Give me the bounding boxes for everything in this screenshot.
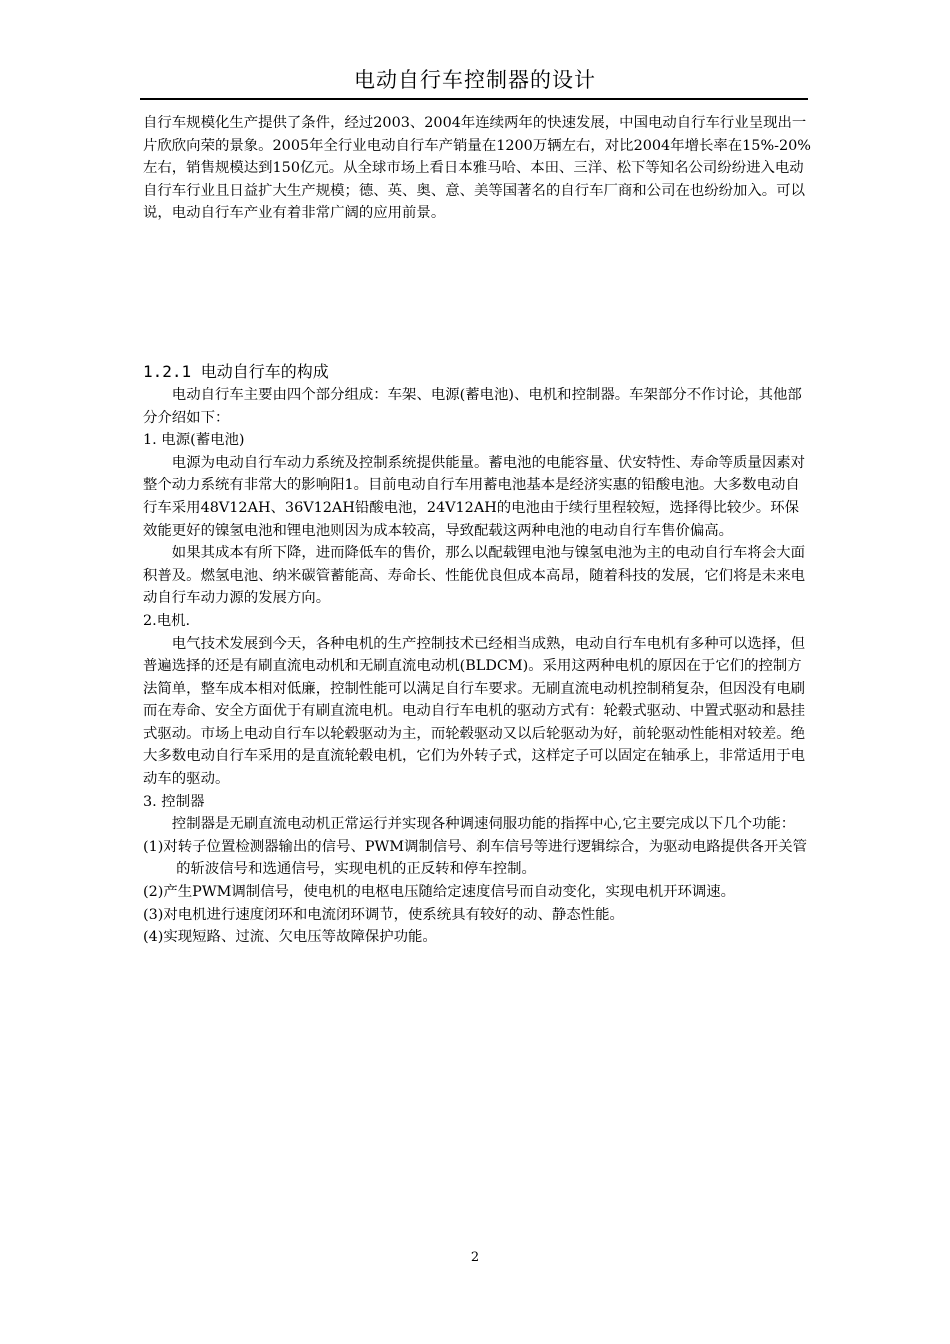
controller-heading: 3. 控制器: [143, 793, 205, 810]
section-intro-paragraph: 电动自行车主要由四个部分组成：车架、电源(蓄电池)、电机和控制器。车架部分不作讨论，其他部分介绍如下：: [143, 386, 802, 426]
page-body: [143, 112, 811, 949]
controller-list-item: (4)实现短路、过流、欠电压等故障保护功能。: [143, 929, 437, 946]
controller-list-item: (2)产生PWM调制信号，使电机的电枢电压随给定速度信号而自动变化，实现电机开环调速。: [143, 884, 736, 901]
controller-paragraph: 控制器是无刷直流电动机正常运行并实现各种调速伺服功能的指挥中心,它主要完成以下几个功能：: [171, 816, 796, 833]
motor-paragraph: 电气技术发展到今天，各种电机的生产控制技术已经相当成熟，电动自行车电机有多种可以选择，但普遍选择的还是有刷直流电动机和无刷直流电动机(BLDCM)。采用这两种电机的原因在于它们的控制方法简单，整车成本相对低廉，控制性能可以满足自行车要求。无刷直流电动机控制稍复杂，但因没有电刷而在寿命、安全方面优于有刷直流电机。电动自行车电机的驱动方式有：轮毂式驱动、中置式驱动和悬挂式驱动。市场上电动自行车以轮毂驱动为主，而轮毂驱动又以后轮驱动为好，前轮驱动性能相对较差。绝大多数电动自行车采用的是直流轮毂电机，它们为外转子式，这样定子可以固定在轴承上，非常适用于电动车的驱动。: [143, 635, 805, 788]
power-paragraph-2: 如果其成本有所下降，进而降低车的售价，那么以配载锂电池与镍氢电池为主的电动自行车将会大面积普及。燃氢电池、纳米碳管蓄能高、寿命长、性能优良但成本高昂，随着科技的发展，它们将是未来电动自行车动力源的发展方向。: [143, 545, 805, 607]
power-heading: 1. 电源(蓄电池): [143, 432, 245, 449]
page-number: 2: [470, 1250, 480, 1265]
blank-space: [143, 225, 811, 360]
motor-heading: 2.电机.: [143, 612, 191, 629]
section-heading: 1.2.1 电动自行车的构成: [143, 361, 329, 381]
controller-list-item: (1)对转子位置检测器输出的信号、PWM调制信号、刹车信号等进行逻辑综合，为驱动电路提供各开关管的斩波信号和选通信号，实现电机的正反转和停车控制。: [143, 838, 808, 878]
header-rule: [140, 98, 808, 100]
running-header-title: 电动自行车控制器的设计: [354, 68, 596, 92]
controller-list-item: (3)对电机进行速度闭环和电流闭环调节，使系统具有较好的动、静态性能。: [143, 906, 624, 923]
power-paragraph-1: 电源为电动自行车动力系统及控制系统提供能量。蓄电池的电能容量、伏安特性、寿命等质量因素对整个动力系统有非常大的影响阳1。目前电动自行车用蓄电池基本是经济实惠的铅酸电池。大多数电动自行车采用48V12AH、36V12AH铅酸电池，24V12AH的电池由于续行里程较短，选择得比较少。环保效能更好的镍氢电池和锂电池则因为成本较高，导致配载这两种电池的电动自行车售价偏高。: [143, 454, 805, 539]
intro-paragraph: 自行车规模化生产提供了条件，经过2003、2004年连续两年的快速发展，中国电动自行车行业呈现出一片欣欣向荣的景象。2005年全行业电动自行车产销量在1200万辆左右，对比2004年增长率在15%-20%左右，销售规模达到150亿元。从全球市场上看日本雅马哈、本田、三洋、松下等知名公司纷纷进入电动自行车行业且日益扩大生产规模；德、英、奥、意、美等国著名的自行车厂商和公司在也纷纷加入。可以说，电动自行车产业有着非常广阔的应用前景。: [143, 115, 811, 222]
